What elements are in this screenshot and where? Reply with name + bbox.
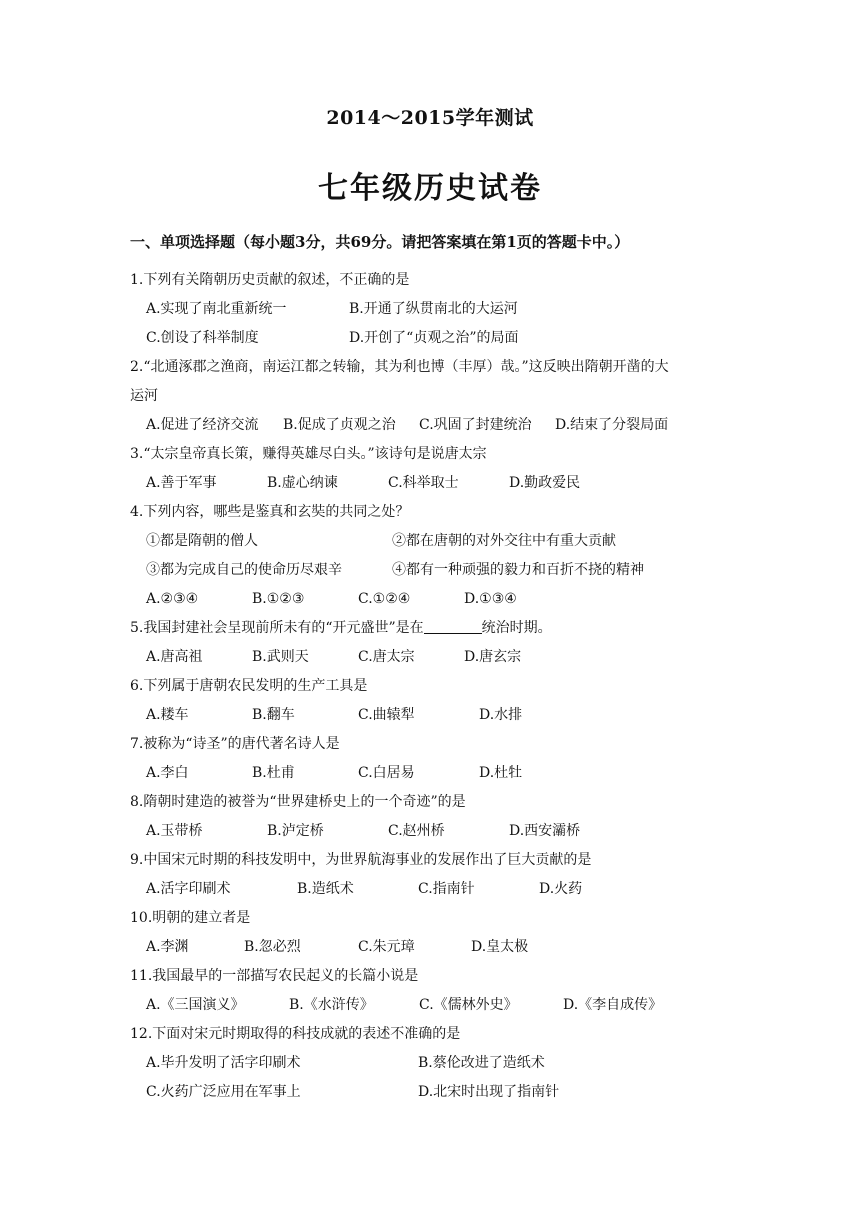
option-d: D.结束了分裂局面 xyxy=(555,417,669,433)
option-c: C.火药广泛应用在军事上 xyxy=(146,1084,301,1100)
option-row xyxy=(130,759,750,788)
option-a: A.毕升发明了活字印刷术 xyxy=(146,1055,301,1071)
option-b: B.杜甫 xyxy=(252,765,295,781)
option-b: B.翻车 xyxy=(252,707,295,723)
option-c: C.创设了科举制度 xyxy=(146,330,259,346)
option-row xyxy=(130,643,750,672)
option-c: C.科举取士 xyxy=(388,475,459,491)
question-stem: 7.被称为“诗圣”的唐代著名诗人是 xyxy=(130,736,340,752)
option-b: B.泸定桥 xyxy=(267,823,324,839)
option-row xyxy=(130,1078,750,1107)
question-stem: 10.明朝的建立者是 xyxy=(130,910,251,926)
option-row xyxy=(130,933,750,962)
option-a: A.实现了南北重新统一 xyxy=(146,301,287,317)
option-a: A.李渊 xyxy=(146,939,189,955)
option-b: B.《水浒传》 xyxy=(289,997,374,1013)
option-row xyxy=(130,585,750,614)
option-row xyxy=(130,1049,750,1078)
option-a: A.促进了经济交流 xyxy=(146,417,259,433)
option-b: B.武则天 xyxy=(252,649,309,665)
option-row xyxy=(130,411,750,440)
option-d: D.①③④ xyxy=(464,591,517,607)
option-row xyxy=(130,469,750,498)
option-b: B.忽必烈 xyxy=(244,939,301,955)
option-d: D.皇太极 xyxy=(471,939,529,955)
option-c: C.《儒林外史》 xyxy=(419,997,518,1013)
option-c: C.巩固了封建统治 xyxy=(419,417,532,433)
statement-2: ②都在唐朝的对外交往中有重大贡献 xyxy=(392,533,616,549)
question-stem: 8.隋朝时建造的被誉为“世界建桥史上的一个奇迹”的是 xyxy=(130,794,466,810)
question-list xyxy=(130,266,750,1107)
option-c: C.白居易 xyxy=(358,765,415,781)
option-b: B.促成了贞观之治 xyxy=(283,417,396,433)
question-stem: 9.中国宋元时期的科技发明中，为世界航海事业的发展作出了巨大贡献的是 xyxy=(130,852,592,868)
answer-blank xyxy=(424,619,482,634)
option-d: D.勤政爱民 xyxy=(509,475,581,491)
option-a: A.耧车 xyxy=(146,707,189,723)
option-row xyxy=(130,701,750,730)
option-c: C.指南针 xyxy=(418,881,475,897)
option-a: A.《三国演义》 xyxy=(146,997,245,1013)
option-a: A.善于军事 xyxy=(146,475,217,491)
question-stem: 11.我国最早的一部描写农民起义的长篇小说是 xyxy=(130,968,419,984)
option-b: B.开通了纵贯南北的大运河 xyxy=(349,301,518,317)
option-d: D.水排 xyxy=(479,707,523,723)
statement-row xyxy=(130,527,750,556)
question-stem-after: 统治时期。 xyxy=(481,620,552,636)
option-row xyxy=(130,991,750,1020)
question-stem-before: 5.我国封建社会呈现前所未有的“开元盛世”是在 xyxy=(130,620,424,636)
option-b: B.造纸术 xyxy=(297,881,354,897)
question-stem: 3.“太宗皇帝真长策，赚得英雄尽白头。”该诗句是说唐太宗 xyxy=(130,446,487,462)
option-a: A.玉带桥 xyxy=(146,823,203,839)
option-d: D.《李自成传》 xyxy=(563,997,663,1013)
question-stem xyxy=(130,614,750,643)
statement-row xyxy=(130,556,750,585)
option-row xyxy=(130,875,750,904)
option-row xyxy=(130,817,750,846)
option-a: A.李白 xyxy=(146,765,189,781)
option-a: A.活字印刷术 xyxy=(146,881,231,897)
option-b: B.蔡伦改进了造纸术 xyxy=(418,1055,545,1071)
statement-1: ①都是隋朝的僧人 xyxy=(146,533,258,549)
option-d: D.唐玄宗 xyxy=(464,649,522,665)
option-d: D.北宋时出现了指南针 xyxy=(418,1084,560,1100)
option-c: C.赵州桥 xyxy=(388,823,445,839)
option-a: A.唐高祖 xyxy=(146,649,203,665)
option-b: B.虚心纳谏 xyxy=(267,475,338,491)
option-d: D.杜牡 xyxy=(479,765,523,781)
option-row xyxy=(130,324,750,353)
option-c: C.唐太宗 xyxy=(358,649,415,665)
option-a: A.②③④ xyxy=(146,591,199,607)
statement-4: ④都有一种顽强的毅力和百折不挠的精神 xyxy=(392,562,644,578)
option-d: D.开创了“贞观之治”的局面 xyxy=(349,330,519,346)
option-row xyxy=(130,295,750,324)
option-c: C.①②④ xyxy=(358,591,411,607)
option-d: D.火药 xyxy=(539,881,583,897)
option-c: C.朱元璋 xyxy=(358,939,415,955)
section-heading: 一、单项选择题（每小题3分，共69分。请把答案填在第1页的答题卡中。） xyxy=(130,233,630,251)
question-stem: 2.“北通涿郡之渔商，南运江都之转输，其为利也博（丰厚）哉。”这反映出隋朝开凿的大 xyxy=(130,359,669,375)
exam-title: 七年级历史试卷 xyxy=(318,171,542,206)
question-stem: 4.下列内容，哪些是鉴真和玄奘的共同之处？ xyxy=(130,504,410,520)
exam-year-subtitle: 2014～2015学年测试 xyxy=(326,107,534,129)
question-stem: 12.下面对宋元时期取得的科技成就的表述不准确的是 xyxy=(130,1026,461,1042)
question-stem: 1.下列有关隋朝历史贡献的叙述，不正确的是 xyxy=(130,272,410,288)
question-stem-cont: 运河 xyxy=(130,388,158,404)
option-b: B.①②③ xyxy=(252,591,305,607)
statement-3: ③都为完成自己的使命历尽艰辛 xyxy=(146,562,342,578)
question-stem: 6.下列属于唐朝农民发明的生产工具是 xyxy=(130,678,368,694)
option-c: C.曲辕犁 xyxy=(358,707,415,723)
option-d: D.西安灞桥 xyxy=(509,823,581,839)
